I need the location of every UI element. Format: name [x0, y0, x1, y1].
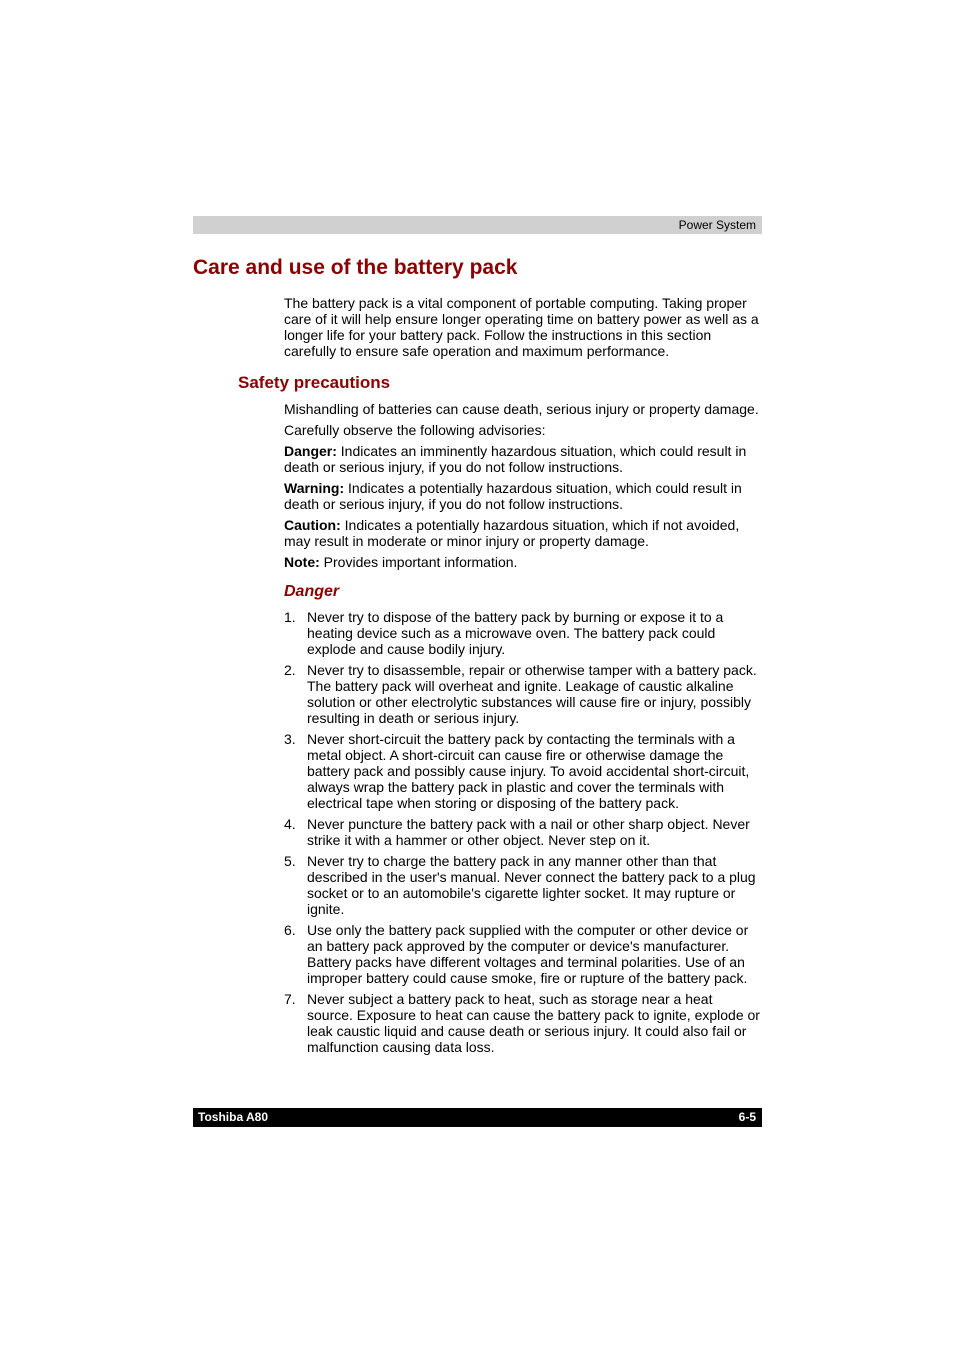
page-title: Care and use of the battery pack [193, 256, 518, 279]
advisory-text: Provides important information. [319, 554, 518, 570]
list-item [284, 853, 762, 917]
page-number: 6-5 [738, 1110, 756, 1124]
safety-precautions-heading: Safety precautions [238, 373, 391, 392]
list-item [284, 922, 762, 986]
advisory-term: Danger: [284, 443, 337, 459]
list-item [284, 816, 762, 848]
item-number: 4. [284, 816, 296, 832]
advisories-block [284, 401, 762, 575]
running-header [193, 216, 762, 234]
advisory-text: Indicates an imminently hazardous situation, which could result in death or serious injury, if you do not follow instructions. [284, 443, 747, 475]
item-text: Never puncture the battery pack with a nail or other sharp object. Never strike it with a hammer or other object. Never step on it. [307, 816, 750, 848]
advisory-warning [284, 480, 762, 512]
section-name: Power System [678, 218, 756, 232]
advisory-danger [284, 443, 762, 475]
item-text: Never try to disassemble, repair or otherwise tamper with a battery pack. The battery pack will overheat and ignite. Leakage of caustic alkaline solution or other electrolytic substances will cause fire or injury, possibly resulting in death or serious injury. [307, 662, 757, 726]
item-text: Never try to dispose of the battery pack by burning or expose it to a heating device such as a microwave oven. The battery pack could explode and cause bodily injury. [307, 609, 724, 657]
danger-list [284, 609, 762, 1060]
list-item [284, 731, 762, 811]
advisory-text: Indicates a potentially hazardous situation, which if not avoided, may result in moderate or minor injury or property damage. [284, 517, 740, 549]
advisory-caution [284, 517, 762, 549]
item-number: 1. [284, 609, 296, 625]
item-text: Use only the battery pack supplied with the computer or other device or an battery pack approved by the computer or device's manufacturer. Battery packs have different voltages and terminal polarities. Use of an improper battery could cause smoke, fire or rupture of the battery pack. [307, 922, 749, 986]
intro-paragraph: The battery pack is a vital component of portable computing. Taking proper care of it will help ensure longer operating time on battery power as well as a longer life for your battery pack. Follow the instructions in this section carefully to ensure safe operation and maximum performance. [284, 295, 759, 359]
mishandling-paragraph: Mishandling of batteries can cause death, serious injury or property damage. [284, 401, 759, 417]
list-item [284, 609, 762, 657]
item-number: 2. [284, 662, 296, 678]
advisory-term: Caution: [284, 517, 341, 533]
item-number: 7. [284, 991, 296, 1007]
page-footer [193, 1108, 762, 1127]
item-number: 5. [284, 853, 296, 869]
item-text: Never subject a battery pack to heat, such as storage near a heat source. Exposure to heat can cause the battery pack to ignite, explode or leak caustic liquid and cause death or serious injury. It could also fail or malfunction causing data loss. [307, 991, 760, 1055]
list-item [284, 991, 762, 1055]
item-number: 6. [284, 922, 296, 938]
item-text: Never short-circuit the battery pack by contacting the terminals with a metal object. A short-circuit can cause fire or otherwise damage the battery pack and possibly cause injury. To avoid accidental short-circuit, always wrap the battery pack in plastic and cover the terminals with electrical tape when storing or disposing of the battery pack. [307, 731, 750, 811]
list-item [284, 662, 762, 726]
product-name: Toshiba A80 [198, 1110, 269, 1124]
item-number: 3. [284, 731, 296, 747]
item-text: Never try to charge the battery pack in any manner other than that described in the user's manual. Never connect the battery pack to a plug socket or to an automobile's cigarette lighter socket. It may rupture or ignite. [307, 853, 756, 917]
danger-heading: Danger [284, 583, 340, 600]
advisory-term: Warning: [284, 480, 345, 496]
observe-paragraph: Carefully observe the following advisories: [284, 422, 546, 438]
advisory-note [284, 554, 762, 570]
advisory-text: Indicates a potentially hazardous situation, which could result in death or serious injury, if you do not follow instructions. [284, 480, 742, 512]
advisory-term: Note: [284, 554, 320, 570]
